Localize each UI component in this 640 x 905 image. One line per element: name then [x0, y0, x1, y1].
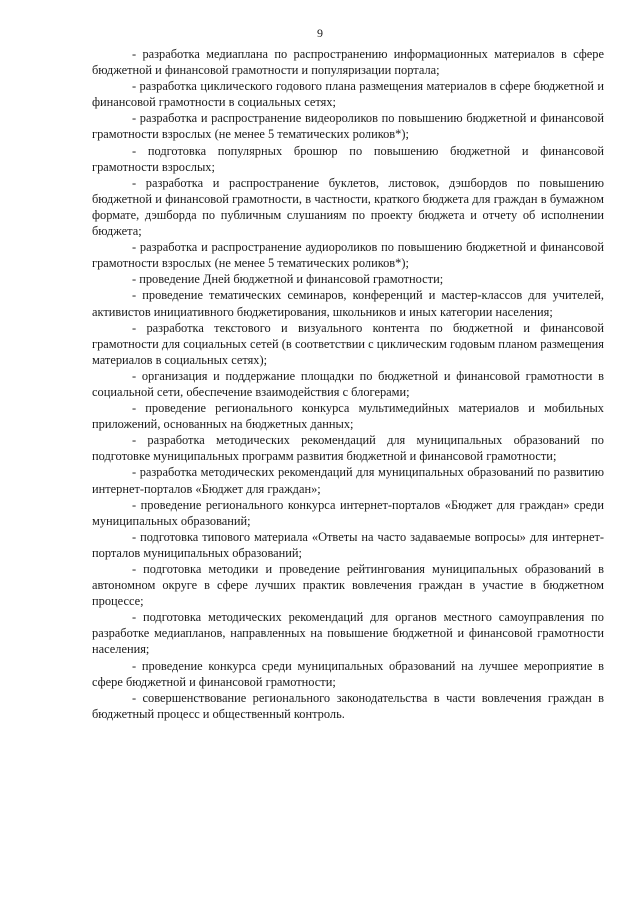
activity-list: [92, 46, 604, 722]
list-item: - разработка текстового и визуального контента по бюджетной и финансовой грамотности для социальных сетей (в соответствии с циклическим годовым планом размещения материалов в социальных сетях);: [92, 320, 604, 367]
list-item: - разработка и распространение аудиороликов по повышению бюджетной и финансовой грамотности взрослых (не менее 5 тематических роликов*);: [92, 240, 604, 271]
list-item: - подготовка популярных брошюр по повышению бюджетной и финансовой грамотности взрослых;: [92, 143, 604, 174]
list-item: - проведение тематических семинаров, конференций и мастер-классов для учителей, активистов инициативного бюджетирования, школьников и иных категории населения;: [92, 288, 604, 319]
list-item: - разработка и распространение видеороликов по повышению бюджетной и финансовой грамотности взрослых (не менее 5 тематических роликов*);: [92, 111, 604, 142]
list-item: - подготовка методических рекомендаций для органов местного самоуправления по разработке медиапланов, направленных на повышение бюджетной и финансовой грамотности населения;: [92, 610, 604, 657]
list-item: - проведение регионального конкурса интернет-порталов «Бюджет для граждан» среди муниципальных образований;: [92, 497, 604, 528]
list-item: - разработка и распространение буклетов, листовок, дэшбордов по повышению бюджетной и финансовой грамотности, в частности, краткого бюджета для граждан в бумажном формате, дэшборда по публичным слушаниям по проекту бюджета и отчету об исполнении бюджета;: [92, 175, 604, 239]
list-item: - проведение конкурса среди муниципальных образований на лучшее мероприятие в сфере бюджетной и финансовой грамотности;: [92, 658, 604, 689]
list-item: - разработка методических рекомендаций для муниципальных образований по развитию интернет-порталов «Бюджет для граждан»;: [92, 465, 604, 496]
list-item: - разработка циклического годового плана размещения материалов в сфере бюджетной и финансовой грамотности в социальных сетях;: [92, 79, 604, 110]
list-item: - проведение регионального конкурса мультимедийных материалов и мобильных приложений, основанных на бюджетных данных;: [92, 401, 604, 432]
list-item: - разработка медиаплана по распространению информационных материалов в сфере бюджетной и финансовой грамотности и популяризации портала;: [92, 47, 604, 78]
list-item: - совершенствование регионального законодательства в части вовлечения граждан в бюджетный процесс и общественный контроль.: [92, 690, 604, 721]
list-item: - разработка методических рекомендаций для муниципальных образований по подготовке муниципальных программ развития бюджетной и финансовой грамотности;: [92, 433, 604, 464]
list-item: - подготовка методики и проведение рейтингования муниципальных образований в автономном округе в сфере лучших практик вовлечения граждан в участие в бюджетном процессе;: [92, 562, 604, 609]
list-item: - проведение Дней бюджетной и финансовой грамотности;: [132, 272, 444, 287]
list-item: - организация и поддержание площадки по бюджетной и финансовой грамотности в социальной сети, обеспечение взаимодействия с блогерами;: [92, 368, 604, 399]
list-item: - подготовка типового материала «Ответы на часто задаваемые вопросы» для интернет-порталов муниципальных образований;: [92, 529, 604, 560]
page-number: 9: [317, 26, 323, 40]
